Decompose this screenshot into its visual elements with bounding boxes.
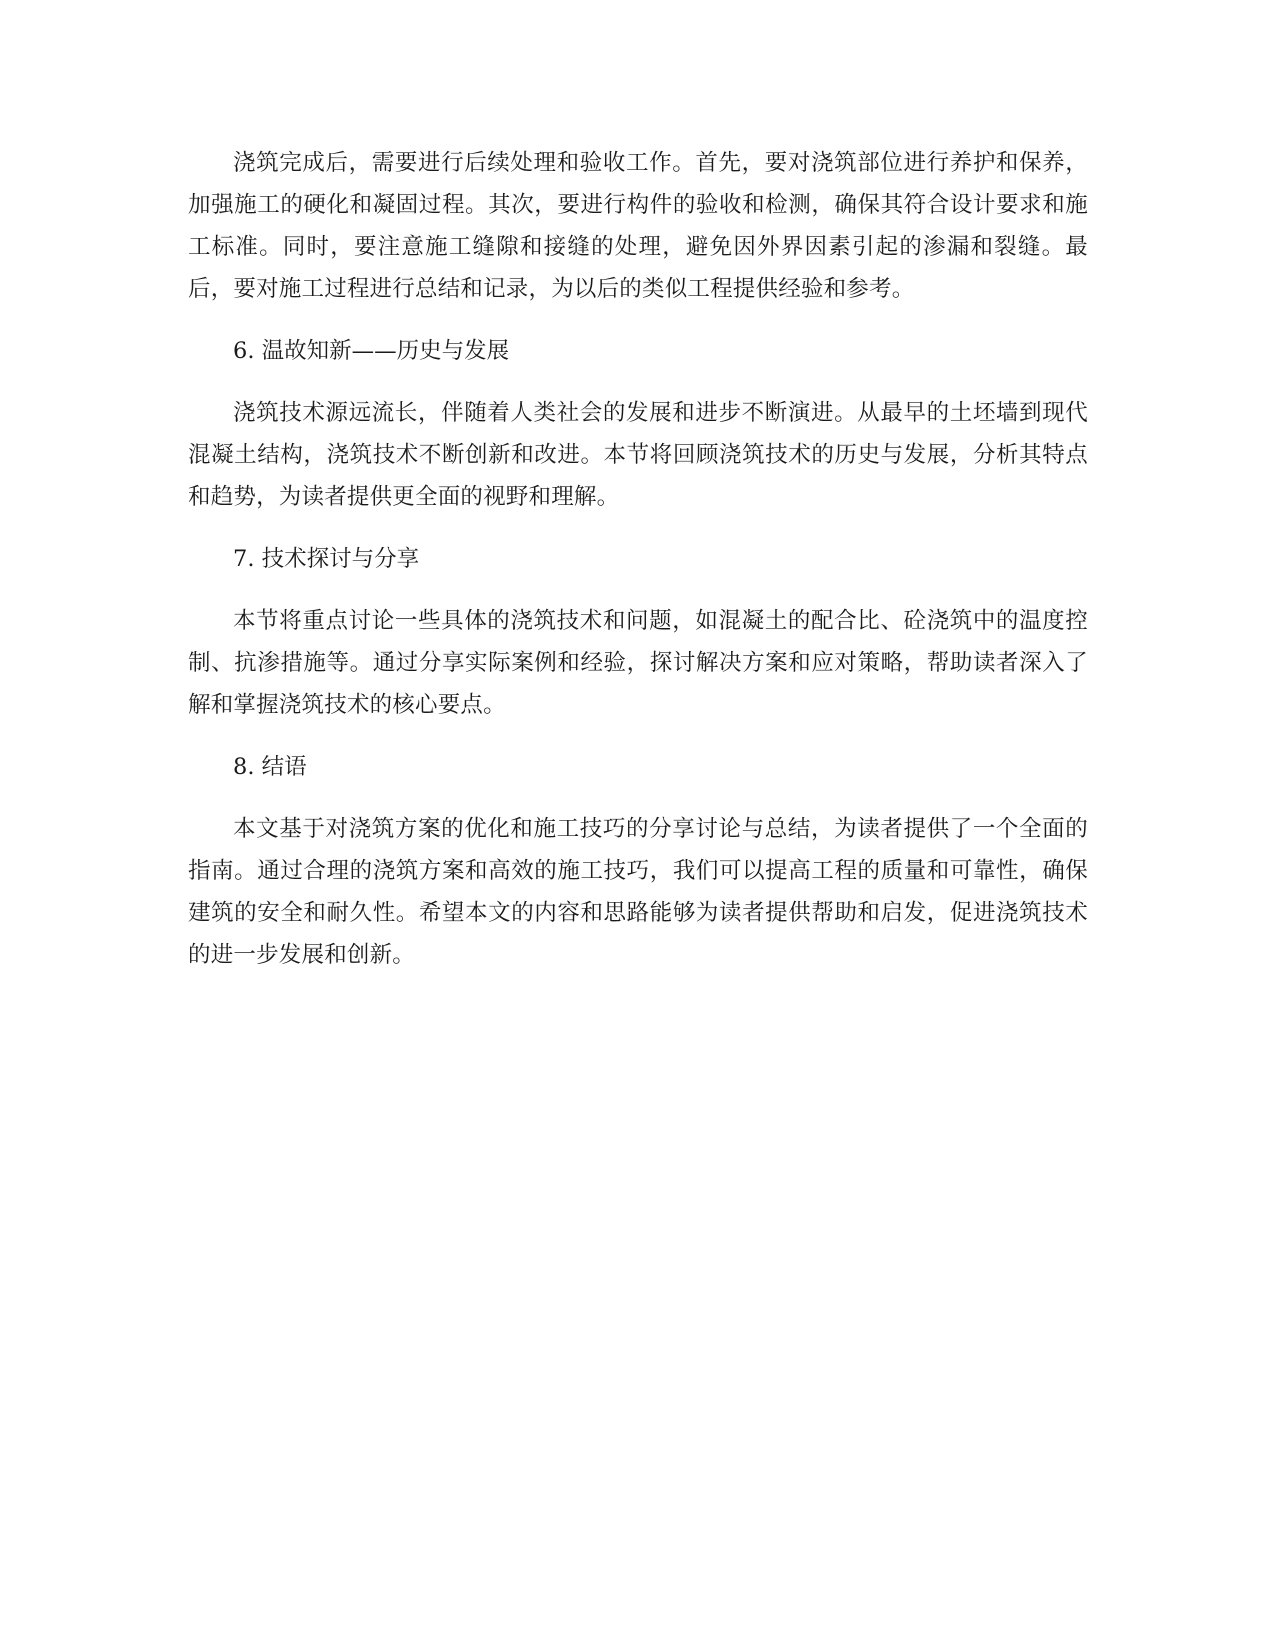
section-heading-discussion: 7. 技术探讨与分享 <box>233 546 420 572</box>
section-heading-history: 6. 温故知新——历史与发展 <box>233 338 510 364</box>
section-heading-conclusion: 8. 结语 <box>233 754 307 780</box>
paragraph-discussion: 本节将重点讨论一些具体的浇筑技术和问题，如混凝土的配合比、砼浇筑中的温度控制、抗渗措施等。通过分享实际案例和经验，探讨解决方案和应对策略，帮助读者深入了解和掌握浇筑技术的核心要点。 <box>188 608 1088 718</box>
paragraph-post-pour-acceptance: 浇筑完成后，需要进行后续处理和验收工作。首先，要对浇筑部位进行养护和保养，加强施工的硬化和凝固过程。其次，要进行构件的验收和检测，确保其符合设计要求和施工标准。同时，要注意施工缝隙和接缝的处理，避免因外界因素引起的渗漏和裂缝。最后，要对施工过程进行总结和记录，为以后的类似工程提供经验和参考。 <box>188 150 1088 302</box>
paragraph-conclusion: 本文基于对浇筑方案的优化和施工技巧的分享讨论与总结，为读者提供了一个全面的指南。通过合理的浇筑方案和高效的施工技巧，我们可以提高工程的质量和可靠性，确保建筑的安全和耐久性。希望本文的内容和思路能够为读者提供帮助和启发，促进浇筑技术的进一步发展和创新。 <box>188 816 1088 968</box>
paragraph-history: 浇筑技术源远流长，伴随着人类社会的发展和进步不断演进。从最早的土坯墙到现代混凝土结构，浇筑技术不断创新和改进。本节将回顾浇筑技术的历史与发展，分析其特点和趋势，为读者提供更全面的视野和理解。 <box>188 400 1088 510</box>
document-body <box>188 142 1088 996</box>
